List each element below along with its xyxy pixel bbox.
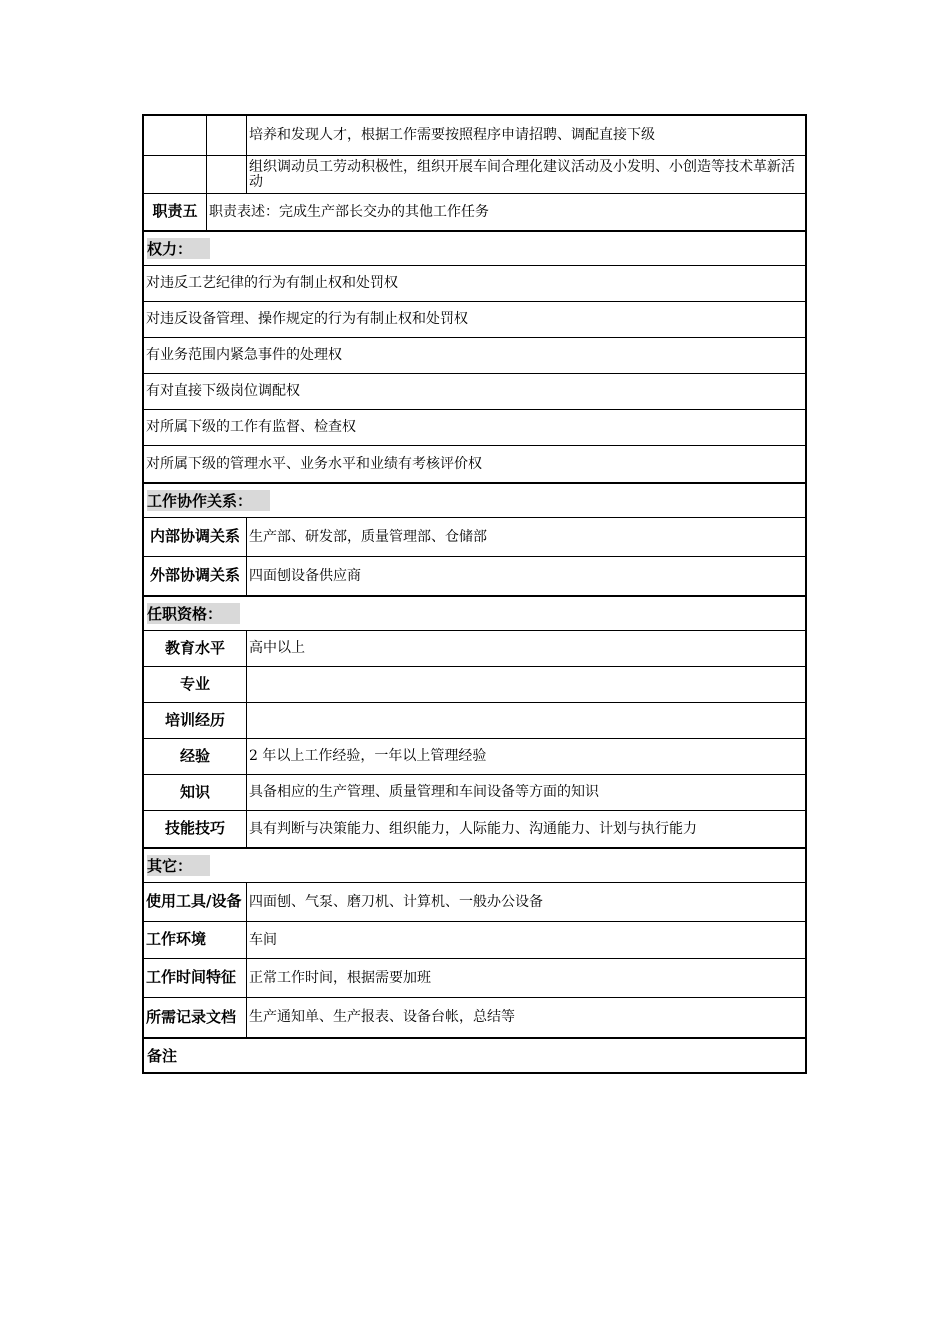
other-row — [144, 997, 805, 1037]
authority-item: 对违反设备管理、操作规定的行为有制止权和处罚权 — [146, 311, 468, 328]
other-label: 工作环境 — [146, 930, 207, 949]
blank-cell — [144, 156, 206, 193]
qualification-value: 2 年以上工作经验，一年以上管理经验 — [246, 739, 805, 774]
relation-label: 外部协调关系 — [149, 566, 240, 585]
qualification-value: 具备相应的生产管理、质量管理和车间设备等方面的知识 — [246, 775, 805, 810]
qualification-label: 技能技巧 — [164, 819, 225, 838]
section-title: 任职资格： — [147, 603, 240, 624]
other-value: 生产通知单、生产报表、设备台帐，总结等 — [246, 998, 805, 1037]
relation-value: 生产部、研发部，质量管理部、仓储部 — [246, 518, 805, 556]
other-label: 使用工具/设备 — [146, 892, 242, 911]
qualification-row — [144, 702, 805, 738]
blank-cell — [206, 116, 246, 155]
qualification-row — [144, 774, 805, 810]
qualification-value: 高中以上 — [246, 631, 805, 666]
authority-row — [144, 265, 805, 301]
blank-cell — [144, 116, 206, 155]
duty-item-row — [144, 155, 805, 193]
duty-item: 组织调动员工劳动积极性，组织开展车间合理化建议活动及小发明、小创造等技术革新活动 — [246, 156, 805, 193]
job-description-table — [142, 114, 807, 1074]
qualification-label: 知识 — [179, 782, 210, 801]
other-value: 正常工作时间，根据需要加班 — [246, 959, 805, 997]
duty-item: 培养和发现人才，根据工作需要按照程序申请招聘、调配直接下级 — [246, 116, 805, 155]
authority-item: 有业务范围内紧急事件的处理权 — [146, 347, 342, 364]
qualification-value — [246, 703, 805, 738]
qualification-label: 教育水平 — [164, 638, 225, 657]
remarks-header — [144, 1037, 805, 1072]
section-title: 权力： — [147, 238, 210, 259]
qualification-row — [144, 630, 805, 666]
qualification-label: 经验 — [179, 746, 210, 765]
authority-item: 对违反工艺纪律的行为有制止权和处罚权 — [146, 275, 398, 292]
qualification-label: 培训经历 — [164, 710, 225, 729]
authority-row — [144, 409, 805, 445]
authority-row — [144, 445, 805, 482]
other-header — [144, 847, 805, 882]
relations-header — [144, 482, 805, 517]
other-value: 四面刨、气泵、磨刀机、计算机、一般办公设备 — [246, 883, 805, 921]
duty5-row — [144, 193, 805, 230]
qualification-value: 具有判断与决策能力、组织能力，人际能力、沟通能力、计划与执行能力 — [246, 811, 805, 847]
section-title: 工作协作关系： — [147, 490, 270, 511]
relation-value: 四面刨设备供应商 — [246, 557, 805, 595]
qualification-value — [246, 667, 805, 702]
other-label: 工作时间特征 — [146, 968, 237, 987]
relation-label: 内部协调关系 — [149, 527, 240, 546]
duty-item-row — [144, 116, 805, 155]
other-row — [144, 882, 805, 921]
authority-row — [144, 337, 805, 373]
other-row — [144, 958, 805, 997]
authority-item: 对所属下级的工作有监督、检查权 — [146, 419, 356, 436]
authority-row — [144, 301, 805, 337]
relation-row — [144, 517, 805, 556]
blank-cell — [206, 156, 246, 193]
other-label: 所需记录文档 — [146, 1007, 237, 1026]
duty5-label: 职责五 — [152, 202, 198, 221]
authority-row — [144, 373, 805, 409]
qualification-label: 专业 — [179, 674, 210, 693]
qualification-row — [144, 810, 805, 847]
section-title: 备注 — [147, 1047, 178, 1065]
authority-header — [144, 230, 805, 265]
relation-row — [144, 556, 805, 595]
qualification-row — [144, 666, 805, 702]
other-row — [144, 921, 805, 958]
qualifications-header — [144, 595, 805, 630]
other-value: 车间 — [246, 922, 805, 958]
section-title: 其它： — [147, 855, 210, 876]
duty5-text: 职责表述：完成生产部长交办的其他工作任务 — [206, 194, 805, 230]
authority-item: 有对直接下级岗位调配权 — [146, 383, 300, 400]
authority-item: 对所属下级的管理水平、业务水平和业绩有考核评价权 — [146, 455, 482, 472]
qualification-row — [144, 738, 805, 774]
